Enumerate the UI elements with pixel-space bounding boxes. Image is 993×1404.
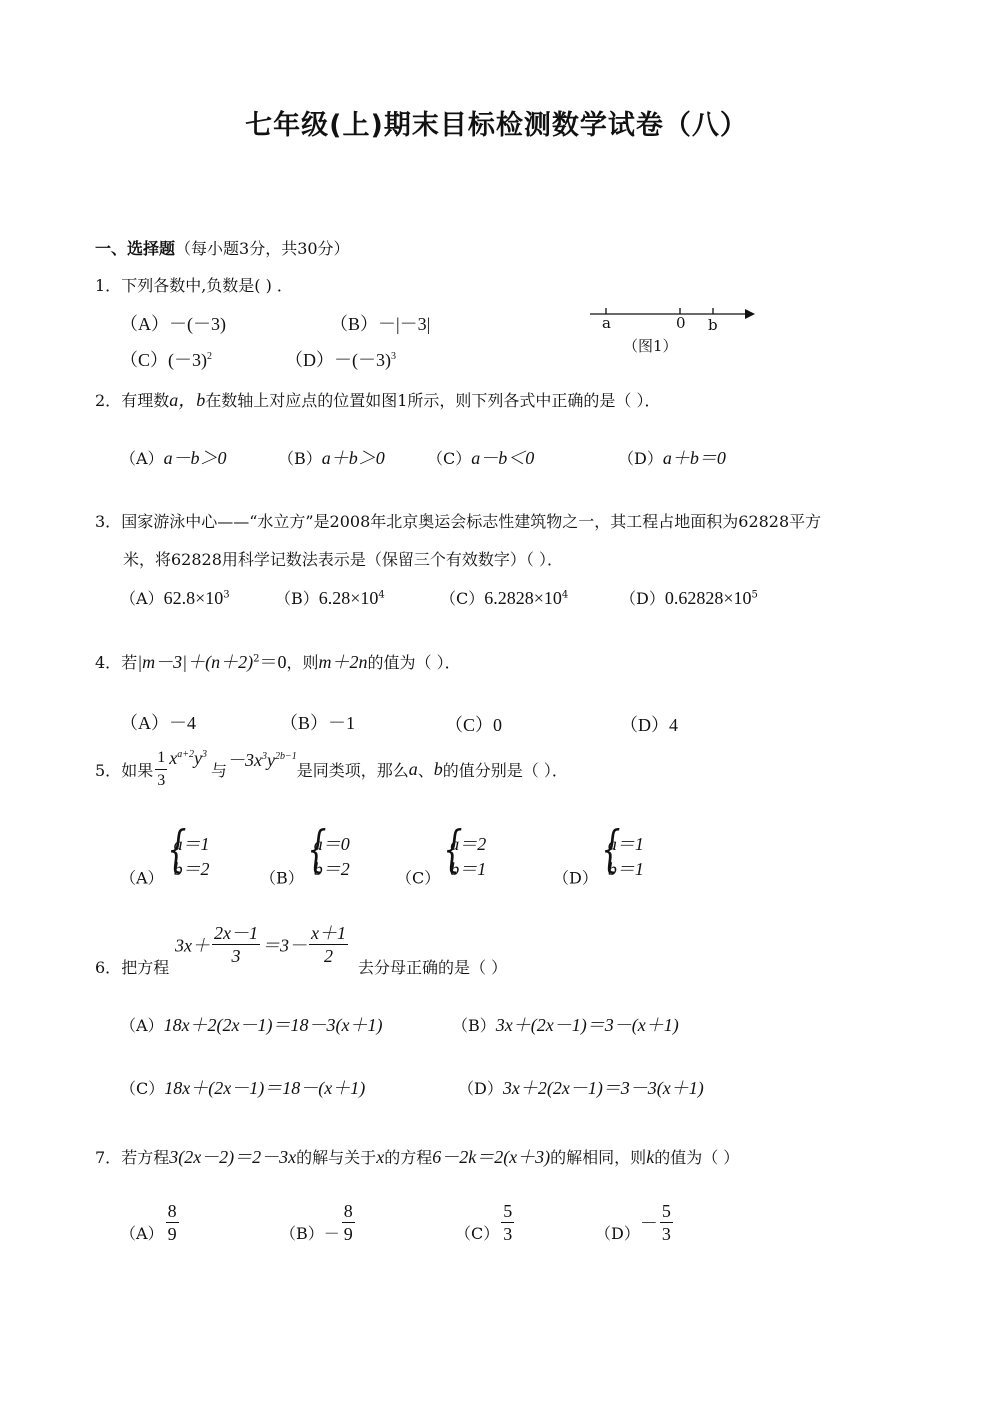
question-1-stem (95, 273, 293, 296)
numerator: x＋1 (311, 923, 346, 943)
option-math: 18x＋(2x－1)＝18－(x＋1) (164, 1078, 366, 1098)
option-label: （C） (120, 1079, 165, 1098)
separator: 、 (417, 761, 434, 780)
question-text-pre: 把方程 (121, 958, 170, 977)
option-math: 6.28×10 (318, 588, 379, 608)
option-label: （C） (427, 449, 472, 468)
q1-option-d (285, 346, 396, 372)
question-number: 2． (95, 391, 122, 410)
variables-ab: a，b (169, 390, 206, 410)
term-2-x: －3x (226, 750, 262, 770)
superscript: 2 (207, 351, 212, 362)
q2-option-d (618, 444, 726, 470)
minus-sign: － (639, 1213, 658, 1234)
section-heading-note: （每小题3分，共30分） (175, 239, 350, 258)
figure-caption: （图1） (623, 337, 678, 355)
q3-option-b (275, 586, 385, 609)
question-text-mid3: 的解相同，则 (550, 1148, 647, 1167)
option-text: （C）(－3) (120, 350, 207, 370)
q3-option-a (120, 586, 230, 609)
numerator: 8 (343, 1201, 353, 1221)
q4-option-c: （C）0 (445, 715, 503, 735)
fraction (166, 1200, 179, 1245)
equation-1: 3(2x－2)＝2－3x (169, 1147, 297, 1167)
system-line-1: { a＝0 (313, 834, 350, 854)
equation: |m－3|＋(n＋2) (137, 652, 254, 672)
q7-option-c (455, 1200, 516, 1245)
question-7-stem (95, 1143, 739, 1169)
system-line-1: { a＝1 (607, 834, 644, 854)
label-b: b (708, 316, 718, 334)
numerator: 2x－1 (214, 923, 258, 943)
section-heading (95, 236, 350, 259)
option-label: （A） (120, 1016, 164, 1035)
superscript: 2 (253, 653, 260, 665)
term-1 (169, 748, 207, 768)
superscript: 4 (561, 589, 569, 601)
number-line-arrow (745, 309, 755, 319)
option-label: （A） (120, 868, 164, 888)
question-3-stem (95, 509, 821, 532)
option-math: a－b＜0 (471, 448, 535, 468)
question-text-post: 的值为（ ）． (367, 653, 461, 672)
question-6-num (95, 955, 169, 978)
option-math: 3x＋2(2x－1)＝3－3(x＋1) (502, 1078, 704, 1098)
equation-end: ＝0 (259, 652, 287, 672)
equation-system (440, 832, 486, 882)
question-number: 1． (95, 276, 122, 295)
option-math: a＋b＞0 (321, 448, 385, 468)
question-text-pre: 若方程 (121, 1148, 170, 1167)
q6-option-c (120, 1074, 365, 1100)
expression: m＋2n (318, 652, 368, 672)
denominator: 2 (324, 946, 333, 966)
variable-k: k (646, 1147, 655, 1167)
denominator: 3 (503, 1224, 513, 1244)
equation-system (304, 832, 350, 882)
question-5-stem (95, 746, 568, 792)
question-text-post: 是同类项，那么 (296, 761, 409, 780)
system-line-2: b＝2 (313, 859, 350, 879)
q5-option-b (260, 832, 350, 889)
option-label: （B） (275, 589, 319, 608)
option-label: （D） (553, 868, 598, 888)
option-label: （C） (396, 868, 441, 888)
option-text: （D）－(－3) (285, 350, 391, 370)
option-label: （C） (440, 589, 485, 608)
equation-2: 6－2k＝2(x＋3) (432, 1147, 551, 1167)
denominator: 3 (231, 946, 241, 966)
q5-option-d (553, 832, 644, 889)
option-math: 3x＋(2x－1)＝3－(x＋1) (495, 1015, 679, 1035)
q7-option-a (120, 1200, 181, 1245)
option-label: （B） (452, 1016, 496, 1035)
numerator: 5 (661, 1201, 671, 1221)
question-number: 4． (95, 653, 122, 672)
fraction-1 (212, 922, 260, 967)
variable-x: x (376, 1147, 385, 1167)
superscript: 4 (378, 589, 385, 601)
system-line-1: { a＝2 (450, 834, 487, 854)
denominator: 3 (155, 769, 167, 792)
option-label: （A） (120, 1224, 164, 1243)
question-number: 3． (95, 512, 122, 531)
fraction (660, 1200, 673, 1245)
equation-system (164, 832, 210, 882)
q1-option-a: （A）－(－3) (120, 314, 226, 334)
q6-option-a (120, 1011, 383, 1037)
question-number: 7． (95, 1148, 122, 1167)
superscript: 3 (261, 751, 267, 762)
question-6-equation (175, 922, 350, 967)
option-math: 18x＋2(2x－1)＝18－3(x＋1) (163, 1015, 383, 1035)
q5-option-a (120, 832, 210, 889)
q2-option-c (427, 444, 534, 470)
option-label: （D） (458, 1079, 503, 1098)
superscript: 5 (751, 589, 758, 601)
q2-option-a (120, 444, 227, 470)
superscript: a+2 (177, 749, 194, 760)
numerator: 5 (503, 1201, 513, 1221)
term-2 (227, 750, 297, 770)
numerator: 1 (157, 749, 166, 766)
question-text-mid1: 的解与关于 (296, 1148, 377, 1167)
question-text-pre: 若 (121, 653, 138, 672)
fraction (342, 1200, 355, 1245)
option-label: （A） (120, 589, 164, 608)
q4-option-a: （A）－4 (120, 713, 196, 733)
option-label: （D） (620, 589, 665, 608)
denominator: 9 (343, 1224, 353, 1244)
question-text-post: 的值为（ ） (654, 1148, 740, 1167)
option-label: （B） (260, 868, 304, 888)
q3-option-d (620, 586, 758, 609)
option-math: a－b＞0 (163, 448, 227, 468)
term-2-y: y (266, 750, 275, 770)
option-math: 6.2828×10 (484, 588, 562, 608)
q5-option-c (396, 832, 486, 889)
q1-option-b: （B）－|－3| (330, 314, 431, 334)
system-line-2: b＝1 (450, 859, 487, 879)
superscript: 3 (391, 351, 396, 362)
system-line-2: b＝2 (173, 859, 210, 879)
section-heading-label: 一、选择题 (95, 239, 176, 258)
label-a: a (602, 314, 611, 332)
superscript: 3 (223, 589, 230, 601)
q6-option-b (452, 1011, 679, 1037)
system-line-1: { a＝1 (173, 834, 210, 854)
question-text-pre: 如果 (121, 761, 154, 780)
question-number: 6． (95, 958, 122, 977)
equation-mid: ＝3－ (262, 935, 307, 956)
fraction (501, 1200, 514, 1245)
term-1-y: y (193, 748, 202, 768)
option-label: （D） (595, 1224, 640, 1243)
equation-lhs: 3x＋ (175, 935, 210, 956)
question-text-post: 在数轴上对应点的位置如图1所示，则下列各式中正确的是（ ）． (205, 391, 661, 410)
option-label: （C） (455, 1224, 500, 1243)
q7-option-b (280, 1200, 357, 1245)
question-4-stem (95, 648, 461, 674)
q4-option-d: （D）4 (620, 715, 678, 735)
label-zero: 0 (676, 314, 686, 332)
q3-option-c (440, 586, 568, 609)
variable-a: a (408, 759, 418, 779)
option-math: 62.8×10 (163, 588, 224, 608)
question-text-mid: 与 (210, 761, 227, 780)
question-6-post: 去分母正确的是（ ） (358, 958, 508, 977)
question-text-mid2: 的方程 (384, 1148, 433, 1167)
superscript: 2b−1 (274, 751, 297, 762)
q1-option-c (120, 346, 212, 372)
q6-option-d (458, 1074, 704, 1100)
question-number: 5． (95, 761, 122, 780)
question-2-stem (95, 386, 660, 412)
page-title: 七年级(上)期末目标检测数学试卷（八） (245, 110, 748, 141)
q4-option-b: （B）－1 (280, 713, 356, 733)
q2-option-b (278, 444, 385, 470)
question-text-line1: 国家游泳中心——“水立方”是2008年北京奥运会标志性建筑物之一，其工程占地面积为62828平方 (121, 512, 822, 531)
option-label: （A） (120, 449, 164, 468)
question-text: 下列各数中,负数是( ) ． (121, 276, 293, 295)
superscript: 3 (201, 749, 207, 760)
question-text-mid: ，则 (286, 653, 319, 672)
option-label: （B）－ (280, 1224, 340, 1243)
variable-b: b (433, 759, 443, 779)
question-3-line2: 米，将62828用科学记数法表示是（保留三个有效数字）（ ）． (123, 550, 563, 569)
term-1-x: x (169, 748, 178, 768)
denominator: 3 (661, 1224, 671, 1244)
question-text-pre: 有理数 (121, 391, 170, 410)
number-line-figure (585, 304, 765, 332)
option-math: 0.62828×10 (664, 588, 752, 608)
option-label: （D） (618, 449, 663, 468)
option-label: （B） (278, 449, 322, 468)
q7-option-d (595, 1200, 675, 1245)
option-math: a＋b＝0 (662, 448, 726, 468)
question-text-end: 的值分别是（ ）． (442, 761, 568, 780)
equation-system (598, 832, 644, 882)
system-line-2: b＝1 (607, 859, 644, 879)
numerator: 8 (167, 1201, 177, 1221)
fraction-one-third (155, 747, 167, 792)
denominator: 9 (167, 1224, 177, 1244)
fraction-2 (309, 922, 348, 967)
